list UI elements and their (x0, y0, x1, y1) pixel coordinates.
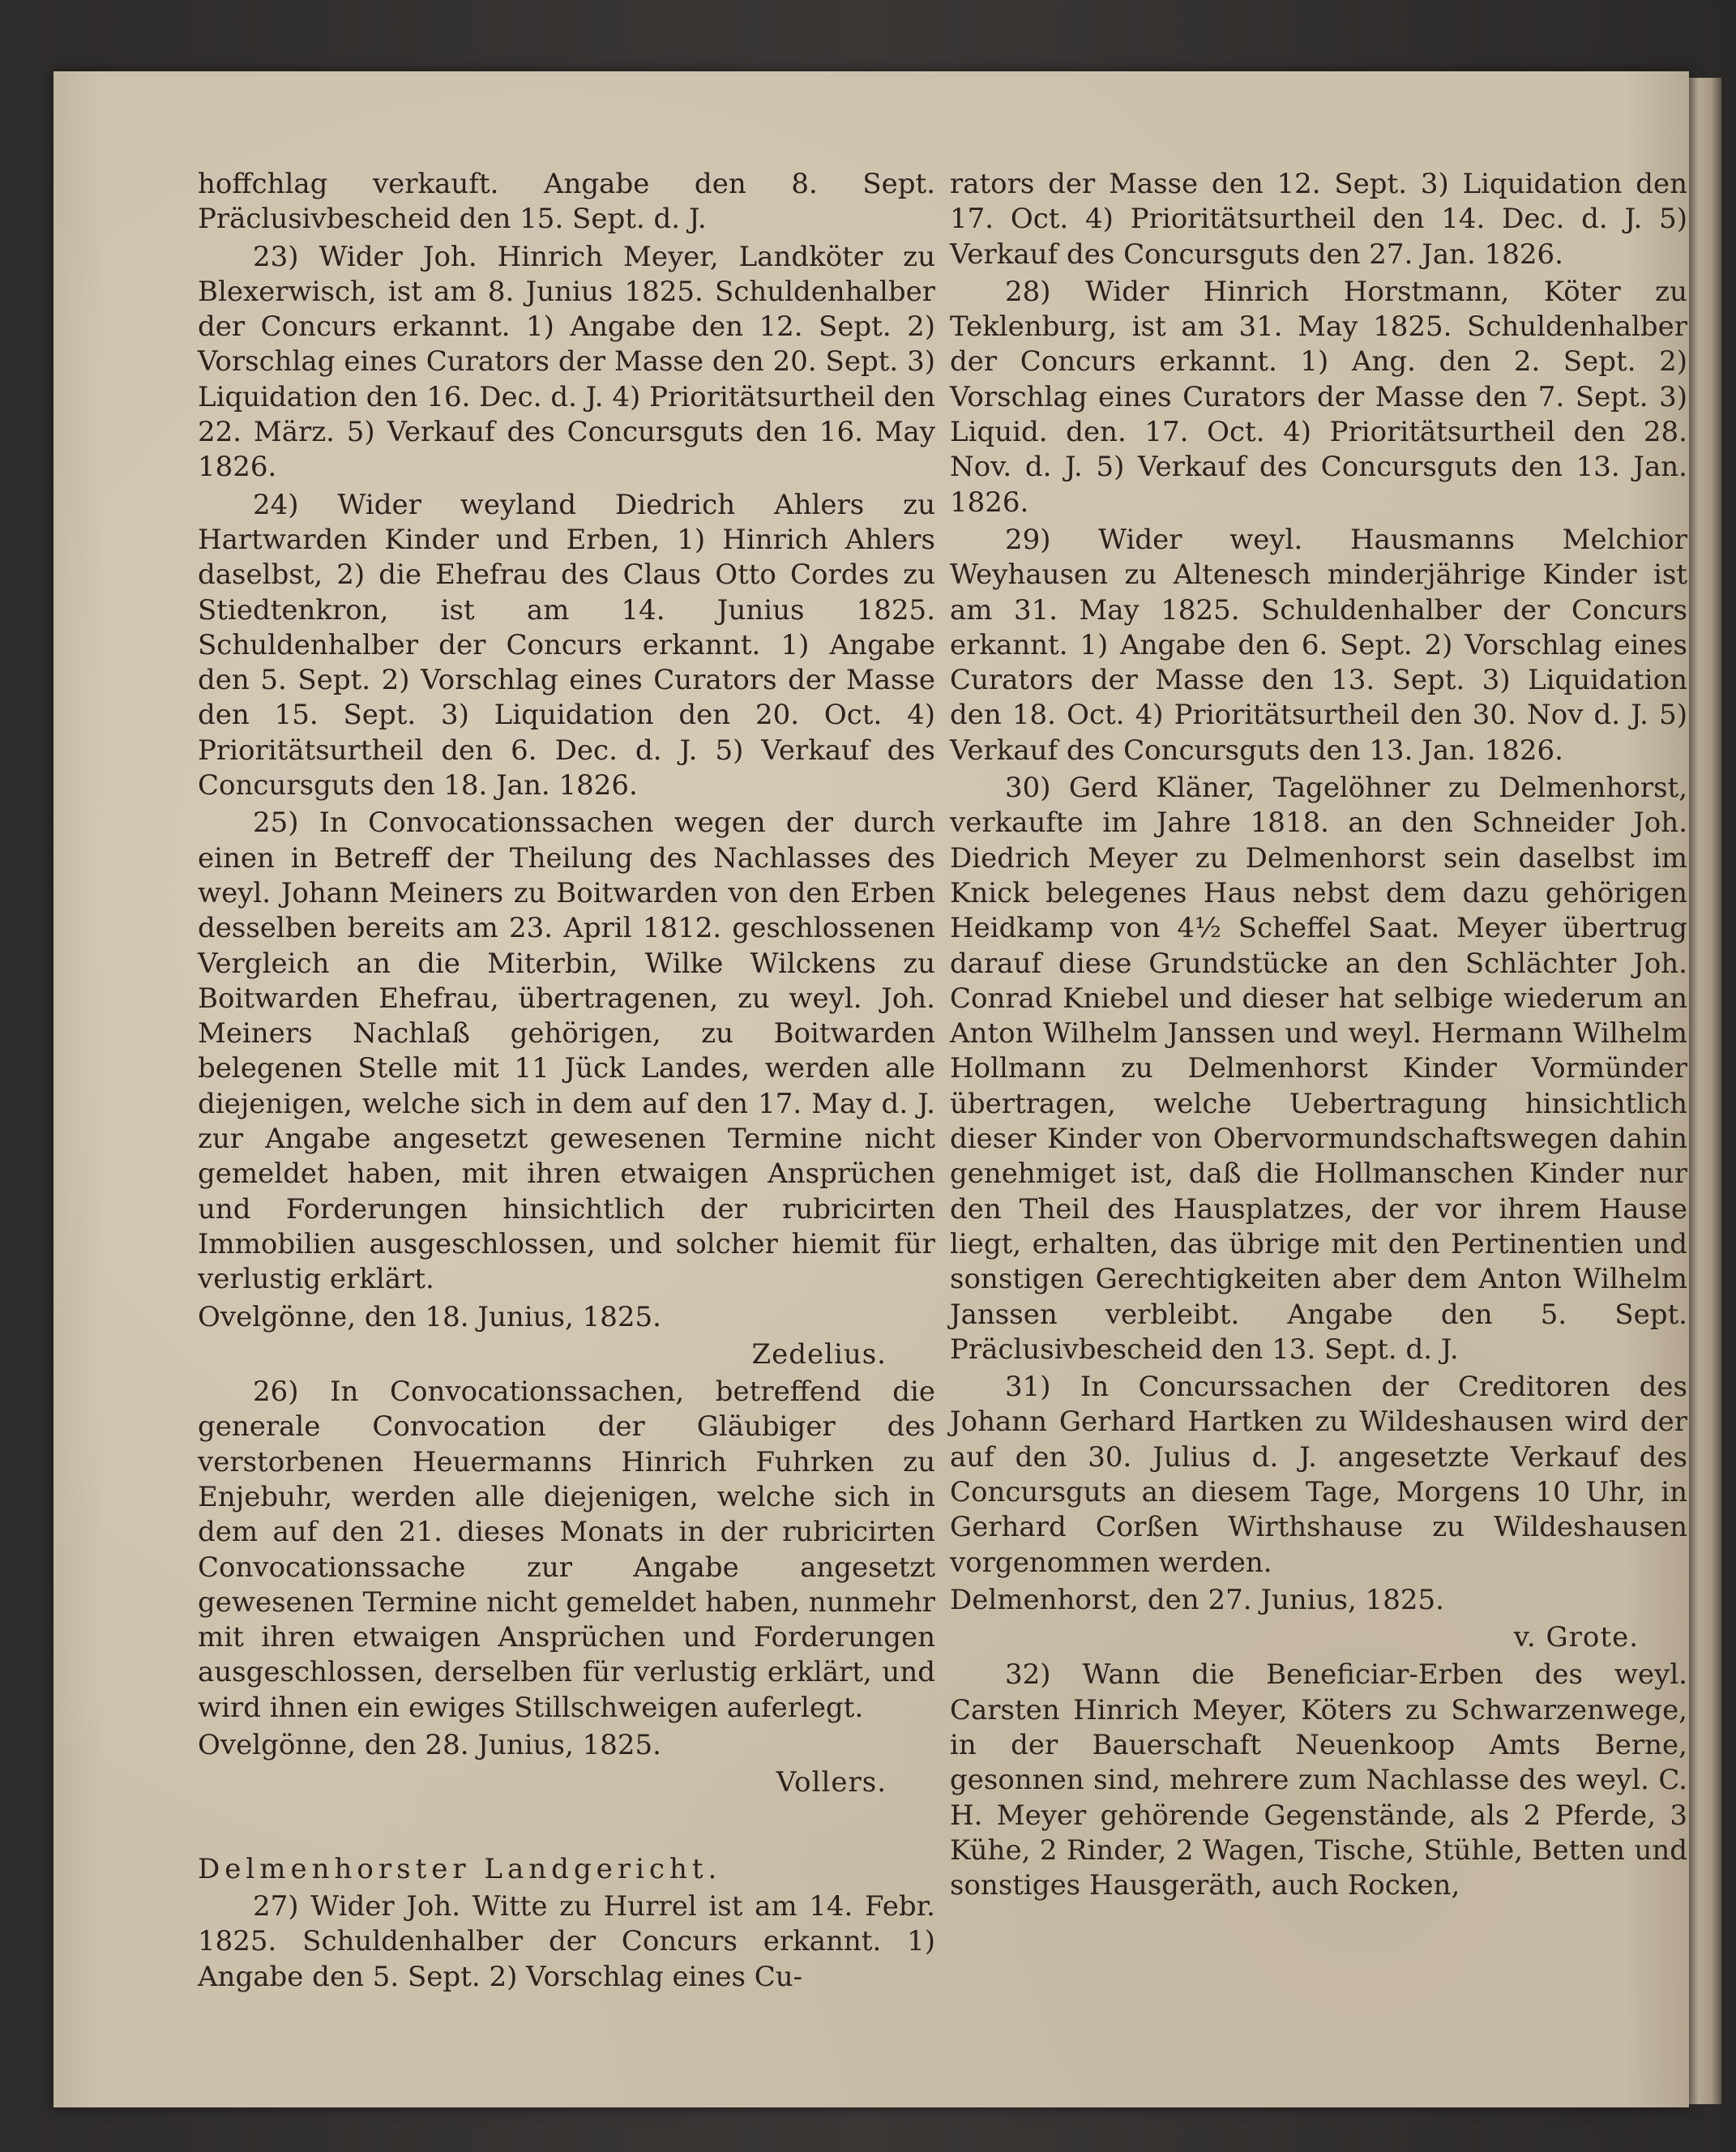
dateline: Ovelgönne, den 28. Junius, 1825. (198, 1729, 661, 1762)
left-column (198, 167, 935, 1997)
notice-paragraph: 30) Gerd Kläner, Tagelöhner zu Delmenhorst, verkaufte im Jahre 1818. an den Schneider Joh. Diedrich Meyer zu Delmenhorst sein daselbst im Knick belegenes Haus nebst dem dazu gehörigen Heidkamp von 4½ Scheffel Saat. Meyer übertrug darauf diese Grundstücke an den Schlächter Joh. Conrad Kniebel und dieser hat selbige wiederum an Anton Wilhelm Janssen und weyl. Hermann Wilhelm Hollmann zu Delmenhorst Kinder Vormünder übertragen, welche Uebertragung hinsichtlich dieser Kinder von Obervormundschaftswegen dahin genehmiget ist, daß die Hollmanschen Kinder nur den Theil des Hausplatzes, der vor ihrem Hause liegt, erhalten, das übrige mit den Pertinentien und sonstigen Gerechtigkeiten aber dem Anton Wilhelm Janssen verbleibt. Angabe den 5. Sept. Präclusivbescheid den 13. Sept. d. J. (950, 772, 1687, 1366)
notice-paragraph: 31) In Concurssachen der Creditoren des Johann Gerhard Hartken zu Wildeshausen wird der auf den 30. Julius d. J. angesetzte Verkauf des Concursguts an diesem Tage, Morgens 10 Uhr, in Gerhard Corßen Wirthshause zu Wildeshausen vorgenommen werden. (950, 1371, 1687, 1579)
section-heading: Delmenhorster Landgericht. (198, 1852, 722, 1885)
signature: Vollers. (776, 1766, 887, 1799)
signature: Zedelius. (751, 1337, 887, 1371)
continued-paragraph: rators der Masse den 12. Sept. 3) Liquidation den 17. Oct. 4) Prioritätsurtheil den 14. Dec. d. J. 5) Verkauf des Concursguts den 27. Jan. 1826. (950, 168, 1687, 271)
notice-paragraph: 32) Wann die Beneficiar-Erben des weyl. Carsten Hinrich Meyer, Köters zu Schwarzenwege, in der Bauerschaft Neuenkoop Amts Berne, gesonnen sind, mehrere zum Nachlasse des weyl. C. H. Meyer gehörende Gegenstände, als 2 Pferde, 3 Kühe, 2 Rinder, 2 Wagen, Tische, Stühle, Betten und sonstiges Hausgeräth, auch Rocken, (950, 1658, 1687, 1902)
signature: v. Grote. (1513, 1621, 1639, 1654)
continued-paragraph: hoffchlag verkauft. Angabe den 8. Sept. Präclusivbescheid den 15. Sept. d. J. (198, 168, 935, 236)
dateline: Delmenhorst, den 27. Junius, 1825. (950, 1583, 1444, 1616)
notice-paragraph: 26) In Convocationssachen, betreffend die generale Convocation der Gläubiger des verstorbenen Heuermanns Hinrich Fuhrken zu Enjebuhr, werden alle diejenigen, welche sich in dem auf den 21. dieses Monats in der rubricirten Convocationssache zur Angabe angesetzt gewesenen Termine nicht gemeldet haben, nunmehr mit ihren etwaigen Ansprüchen und Forderungen ausgeschlossen, derselben für verlustig erklärt, und wird ihnen ein ewiges Stillschweigen auferlegt. (198, 1375, 935, 1724)
notice-paragraph: 27) Wider Joh. Witte zu Hurrel ist am 14. Febr. 1825. Schuldenhalber der Concurs erkannt. 1) Angabe den 5. Sept. 2) Vorschlag eines Cu- (198, 1889, 935, 1993)
notice-paragraph: 24) Wider weyland Diedrich Ahlers zu Hartwarden Kinder und Erben, 1) Hinrich Ahlers daselbst, 2) die Ehefrau des Claus Otto Cordes zu Stiedtenkron, ist am 14. Junius 1825. Schuldenhalber der Concurs erkannt. 1) Angabe den 5. Sept. 2) Vorschlag eines Curators der Masse den 15. Sept. 3) Liquidation den 20. Oct. 4) Prioritätsurtheil den 6. Dec. d. J. 5) Verkauf des Concursguts den 18. Jan. 1826. (198, 488, 935, 802)
notice-paragraph: 29) Wider weyl. Hausmanns Melchior Weyhausen zu Altenesch minderjährige Kinder ist am 31. May 1825. Schuldenhalber der Concurs erkannt. 1) Angabe den 6. Sept. 2) Vorschlag eines Curators der Masse den 13. Sept. 3) Liquidation den 18. Oct. 4) Prioritätsurtheil den 30. Nov d. J. 5) Verkauf des Concursguts den 13. Jan. 1826. (950, 523, 1687, 767)
notice-paragraph: 28) Wider Hinrich Horstmann, Köter zu Teklenburg, ist am 31. May 1825. Schuldenhalber der Concurs erkannt. 1) Ang. den 2. Sept. 2) Vorschlag eines Curators der Masse den 7. Sept. 3) Liquid. den. 17. Oct. 4) Prioritätsurtheil den 28. Nov. d. J. 5) Verkauf des Concursguts den 13. Jan. 1826. (950, 275, 1687, 519)
notice-paragraph: 23) Wider Joh. Hinrich Meyer, Landköter zu Blexerwisch, ist am 8. Junius 1825. Schuldenhalber der Concurs erkannt. 1) Angabe den 12. Sept. 2) Vorschlag eines Curators der Masse den 20. Sept. 3) Liquidation den 16. Dec. d. J. 4) Prioritätsurtheil den 22. März. 5) Verkauf des Concursguts den 16. May 1826. (198, 240, 935, 484)
notice-paragraph: 25) In Convocationssachen wegen der durch einen in Betreff der Theilung des Nachlasses des weyl. Johann Meiners zu Boitwarden von den Erben desselben bereits am 23. April 1812. geschlossenen Vergleich an die Miterbin, Wilke Wilckens zu Boitwarden Ehefrau, übertragenen, zu weyl. Joh. Meiners Nachlaß gehörigen, zu Boitwarden belegenen Stelle mit 11 Jück Landes, werden alle diejenigen, welche sich in dem auf den 17. May d. J. zur Angabe angesetzt gewesenen Termine nicht gemeldet haben, mit ihren etwaigen Ansprüchen und Forderungen hinsichtlich der rubricirten Immobilien ausgeschlossen, und solcher hiemit für verlustig erklärt. (198, 806, 935, 1296)
adjacent-page-edge (1689, 78, 1721, 2104)
dateline: Ovelgönne, den 18. Junius, 1825. (198, 1300, 661, 1333)
section-spacer (198, 1803, 935, 1852)
right-column (950, 167, 1687, 1906)
